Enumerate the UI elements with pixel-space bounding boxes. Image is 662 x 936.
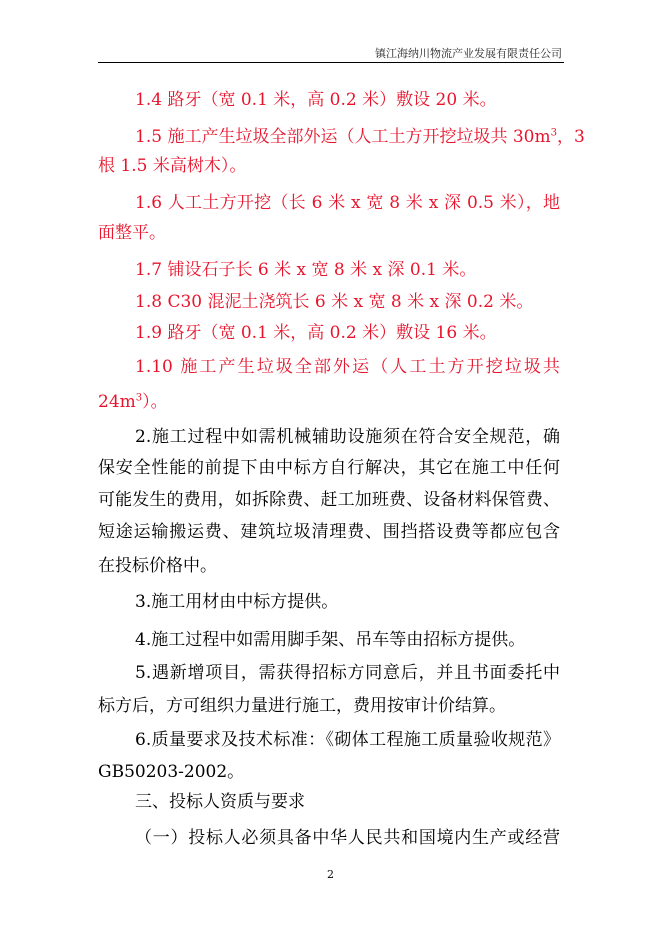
item-2-cont: 在投标价格中。 <box>98 556 217 576</box>
item-1-9: 1.9 路牙（宽 0.1 米，高 0.2 米）敷设 16 米。 <box>135 323 497 343</box>
item-2-cont: 可能发生的费用，如拆除费、赶工加班费、设备材料保管费、 <box>98 490 560 510</box>
item-2-cont: 保安全性能的前提下由中标方自行解决，其它在施工中任何 <box>98 458 560 478</box>
text: 1.5 施工产生垃圾全部外运（人工土方开挖垃圾共 30m <box>135 127 551 147</box>
text: ）。 <box>142 392 168 412</box>
section-item-1: （一）投标人必须具备中华人民共和国境内生产或经营 <box>135 828 560 848</box>
item-1-6-cont: 面整平。 <box>98 223 166 243</box>
item-3: 3.施工用材由中标方提供。 <box>135 592 339 612</box>
item-1-6: 1.6 人工土方开挖（长 6 米 x 宽 8 米 x 深 0.5 米），地 <box>135 193 560 213</box>
item-2: 2.施工过程中如需机械辅助设施须在符合安全规范，确 <box>135 427 560 447</box>
text: ，3 <box>556 127 585 147</box>
item-1-5 <box>135 126 585 148</box>
item-6: 6.质量要求及技术标准：《砌体工程施工质量验收规范》 <box>135 730 560 750</box>
header-company: 镇江海纳川物流产业发展有限责任公司 <box>375 47 562 60</box>
item-2-cont: 短途运输搬运费、建筑垃圾清理费、围挡搭设费等都应包含 <box>98 522 560 542</box>
page-number: 2 <box>327 868 334 881</box>
item-1-8: 1.8 C30 混泥土浇筑长 6 米 x 宽 8 米 x 深 0.2 米。 <box>135 292 534 312</box>
item-1-7: 1.7 铺设石子长 6 米 x 宽 8 米 x 深 0.1 米。 <box>135 260 477 280</box>
superscript: 3 <box>135 392 143 404</box>
header-rule <box>98 62 564 63</box>
text: 24m <box>98 392 136 412</box>
superscript: 3 <box>550 127 557 139</box>
item-5-cont: 标方后，方可组织力量进行施工，费用按审计价结算。 <box>98 696 506 716</box>
item-6-cont: GB50203-2002。 <box>98 762 245 782</box>
item-1-10: 1.10 施工产生垃圾全部外运（人工土方开挖垃圾共 <box>135 357 560 377</box>
item-1-4: 1.4 路牙（宽 0.1 米，高 0.2 米）敷设 20 米。 <box>135 90 497 110</box>
section-heading: 三、投标人资质与要求 <box>135 792 305 812</box>
item-4: 4.施工过程中如需用脚手架、吊车等由招标方提供。 <box>135 630 526 650</box>
item-5: 5.遇新增项目，需获得招标方同意后，并且书面委托中 <box>135 663 560 683</box>
item-1-10-cont <box>98 391 560 413</box>
item-1-5-cont: 根 1.5 米高树木）。 <box>98 156 247 176</box>
